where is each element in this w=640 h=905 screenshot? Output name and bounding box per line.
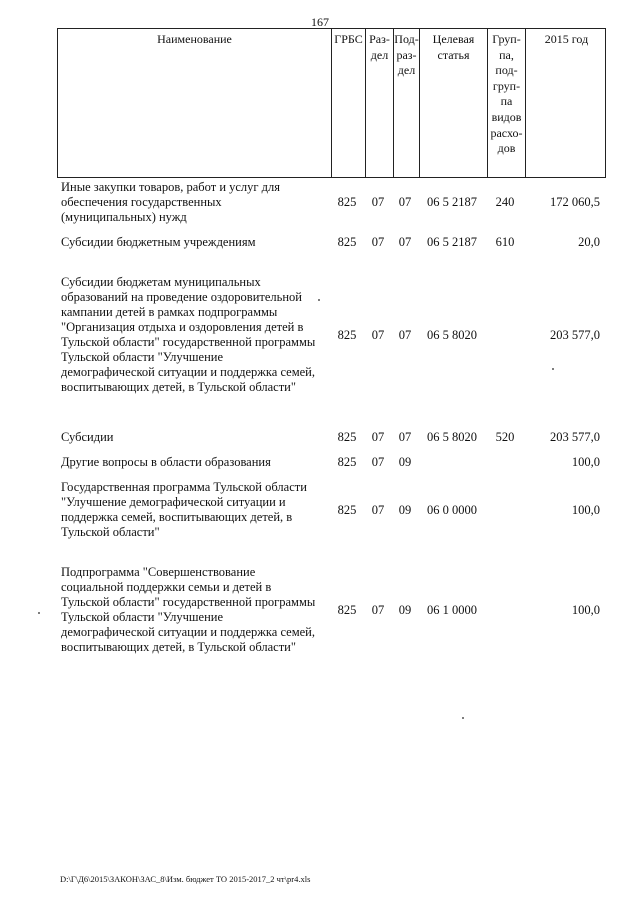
row-name-line: образований на проведение оздоровительной [61,290,302,304]
header-year [525,29,607,177]
table-row [0,235,640,250]
row-razdel: 07 [371,327,385,342]
row-csr: 06 5 2187 [427,235,477,249]
row-razdel: 07 [371,502,385,517]
row-name [61,235,333,250]
row-name-line: воспитывающих детей, в Тульской области" [61,380,296,394]
table-row [0,275,640,395]
header-razdel [365,29,393,177]
row-name [61,430,333,445]
row-razdel: 07 [371,430,385,444]
row-podrazdel: 07 [398,327,412,342]
row-name-line: Тульской области" государственной программы [61,595,316,609]
row-razdel: 07 [371,235,385,249]
row-amount: 20,0 [578,235,600,249]
row-name-line: Государственная программа Тульской области [61,480,307,494]
row-grbs: 825 [337,455,357,469]
table-row [0,430,640,445]
row-name-line: Тульской области "Улучшение [61,350,224,364]
row-grbs: 825 [337,327,357,342]
row-name-line: Подпрограмма "Совершенствование [61,565,256,579]
header-line: груп- [492,78,521,93]
row-razdel: 07 [371,455,385,469]
header-grbs [331,29,365,177]
header-line: статья [437,47,470,62]
row-csr: 06 5 8020 [427,327,477,342]
header-expense-type [487,29,525,177]
row-razdel: 07 [371,602,385,617]
file-path-footer: D:\Г\Д6\2015\ЗАКОН\ЗАС_8\Изм. бюджет ТО 2015-2017_2 чт\pr4.xls [60,874,311,884]
row-name [61,275,333,395]
row-csr: 06 5 8020 [427,430,477,444]
header-podrazdel [393,29,419,177]
row-amount: 203 577,0 [550,430,600,444]
row-name-line: "Улучшение демографической ситуации и [61,495,286,509]
row-grbs: 825 [337,235,357,249]
header-line: дов [497,141,516,156]
row-csr: 06 5 2187 [427,195,477,209]
row-name [61,180,333,225]
header-line: па [500,94,513,109]
row-name-line: Субсидии бюджетным учреждениям [61,235,256,249]
row-podrazdel: 09 [398,455,412,469]
row-podrazdel: 09 [398,502,412,517]
row-grbs: 825 [337,195,357,209]
row-grbs: 825 [337,430,357,444]
row-name-line: Иные закупки товаров, работ и услуг для [61,180,281,194]
row-amount: 203 577,0 [550,327,600,342]
row-grbs: 825 [337,502,357,517]
scan-speck [38,612,40,614]
row-name-line: Субсидии бюджетам муниципальных [61,275,261,289]
row-name [61,480,333,540]
table-header [57,28,606,178]
header-grbs-text: ГРБС [334,32,363,46]
row-amount: 172 060,5 [550,195,600,209]
row-name-line: Субсидии [61,430,114,444]
header-line: дел [370,47,389,62]
header-line: раз- [396,47,417,62]
row-name-line: социальной поддержки семьи и детей в [61,580,272,594]
row-name-line: Тульской области" [61,525,160,539]
row-name [61,565,333,655]
header-line: Раз- [369,32,390,46]
row-name-line: воспитывающих детей, в Тульской области" [61,640,296,654]
row-name-line: (муниципальных) нужд [61,210,187,224]
row-podrazdel: 07 [398,430,412,444]
row-podrazdel: 07 [398,235,412,249]
row-podrazdel: 07 [398,195,412,209]
table-row [0,565,640,655]
row-podrazdel: 09 [398,602,412,617]
table-row [0,480,640,540]
row-name-line: "Организация отдыха и оздоровления детей в [61,320,304,334]
row-vr: 520 [495,430,515,444]
header-year-text: 2015 год [544,32,589,46]
header-line: дел [397,63,416,78]
row-name [61,455,333,470]
row-name-line: Другие вопросы в области образования [61,455,271,469]
header-line: видов [491,109,522,124]
scan-speck [552,368,554,370]
row-name-line: демографической ситуации и поддержка семей, [61,365,315,379]
header-line: Груп- [492,32,521,46]
row-name-line: обеспечения государственных [61,195,222,209]
header-name-text: Наименование [157,32,232,46]
row-name-line: поддержка семей, воспитывающих детей, в [61,510,293,524]
row-grbs: 825 [337,602,357,617]
scan-speck [318,299,320,301]
row-name-line: Тульской области" государственной программы [61,335,316,349]
row-razdel: 07 [371,195,385,209]
row-amount: 100,0 [571,602,600,617]
row-name-line: кампании детей в рамках подпрограммы [61,305,278,319]
table-row [0,180,640,225]
row-amount: 100,0 [571,455,600,469]
scan-speck [462,717,464,719]
row-csr: 06 1 0000 [427,602,477,617]
header-line: расхо- [490,125,523,140]
header-target-article [419,29,487,177]
row-csr: 06 0 0000 [427,502,477,517]
header-line: Под- [394,32,419,46]
header-line: па, [499,47,514,62]
table-row [0,455,640,470]
row-vr: 240 [495,195,515,209]
header-name [58,29,331,177]
row-vr: 610 [495,235,515,249]
row-amount: 100,0 [571,502,600,517]
page-number: 167 [311,15,329,29]
row-name-line: демографической ситуации и поддержка семей, [61,625,315,639]
header-line: под- [495,63,518,78]
row-name-line: Тульской области "Улучшение [61,610,224,624]
header-line: Целевая [432,32,475,46]
